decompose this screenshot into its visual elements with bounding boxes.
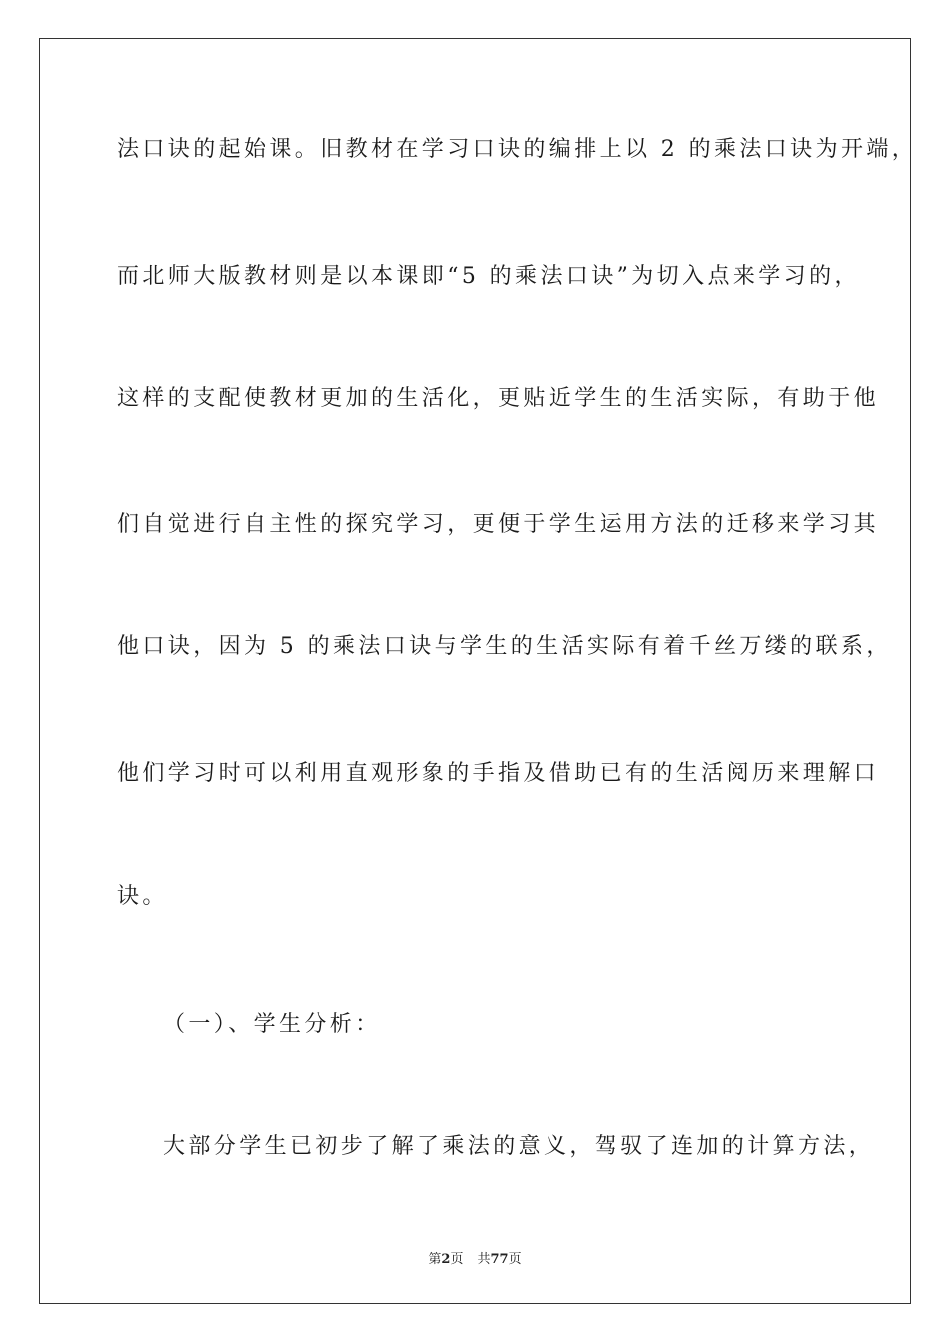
footer-total-pages: 77 xyxy=(490,1252,509,1267)
footer-total-suffix: 页 xyxy=(508,1252,522,1267)
paragraph-start: 大部分学生已初步了解了乘法的意义，驾驭了连加的计算方法， xyxy=(163,1134,875,1159)
body-line-7: 诀。 xyxy=(117,884,168,909)
body-line-5: 他口诀，因为 5 的乘法口诀与学生的生活实际有着千丝万缕的联系， xyxy=(117,634,892,659)
body-line-4: 们自觉进行自主性的探究学习，更便于学生运用方法的迁移来学习其 xyxy=(117,512,880,537)
page-footer xyxy=(0,1248,950,1267)
body-line-1: 法口诀的起始课。旧教材在学习口诀的编排上以 2 的乘法口诀为开端， xyxy=(117,137,918,162)
footer-page-number: 2 xyxy=(441,1252,451,1267)
body-line-2: 而北师大版教材则是以本课即“5 的乘法口诀”为切入点来学习的， xyxy=(117,264,860,289)
section-heading: （一）、学生分析： xyxy=(163,1012,381,1037)
footer-total-prefix: 共 xyxy=(477,1252,491,1267)
page-border xyxy=(39,38,911,1304)
footer-prefix: 第 xyxy=(428,1252,442,1267)
body-line-3: 这样的支配使教材更加的生活化，更贴近学生的生活实际，有助于他 xyxy=(117,386,880,411)
body-line-6: 他们学习时可以利用直观形象的手指及借助已有的生活阅历来理解口 xyxy=(117,761,880,786)
footer-page-suffix: 页 xyxy=(450,1252,464,1267)
